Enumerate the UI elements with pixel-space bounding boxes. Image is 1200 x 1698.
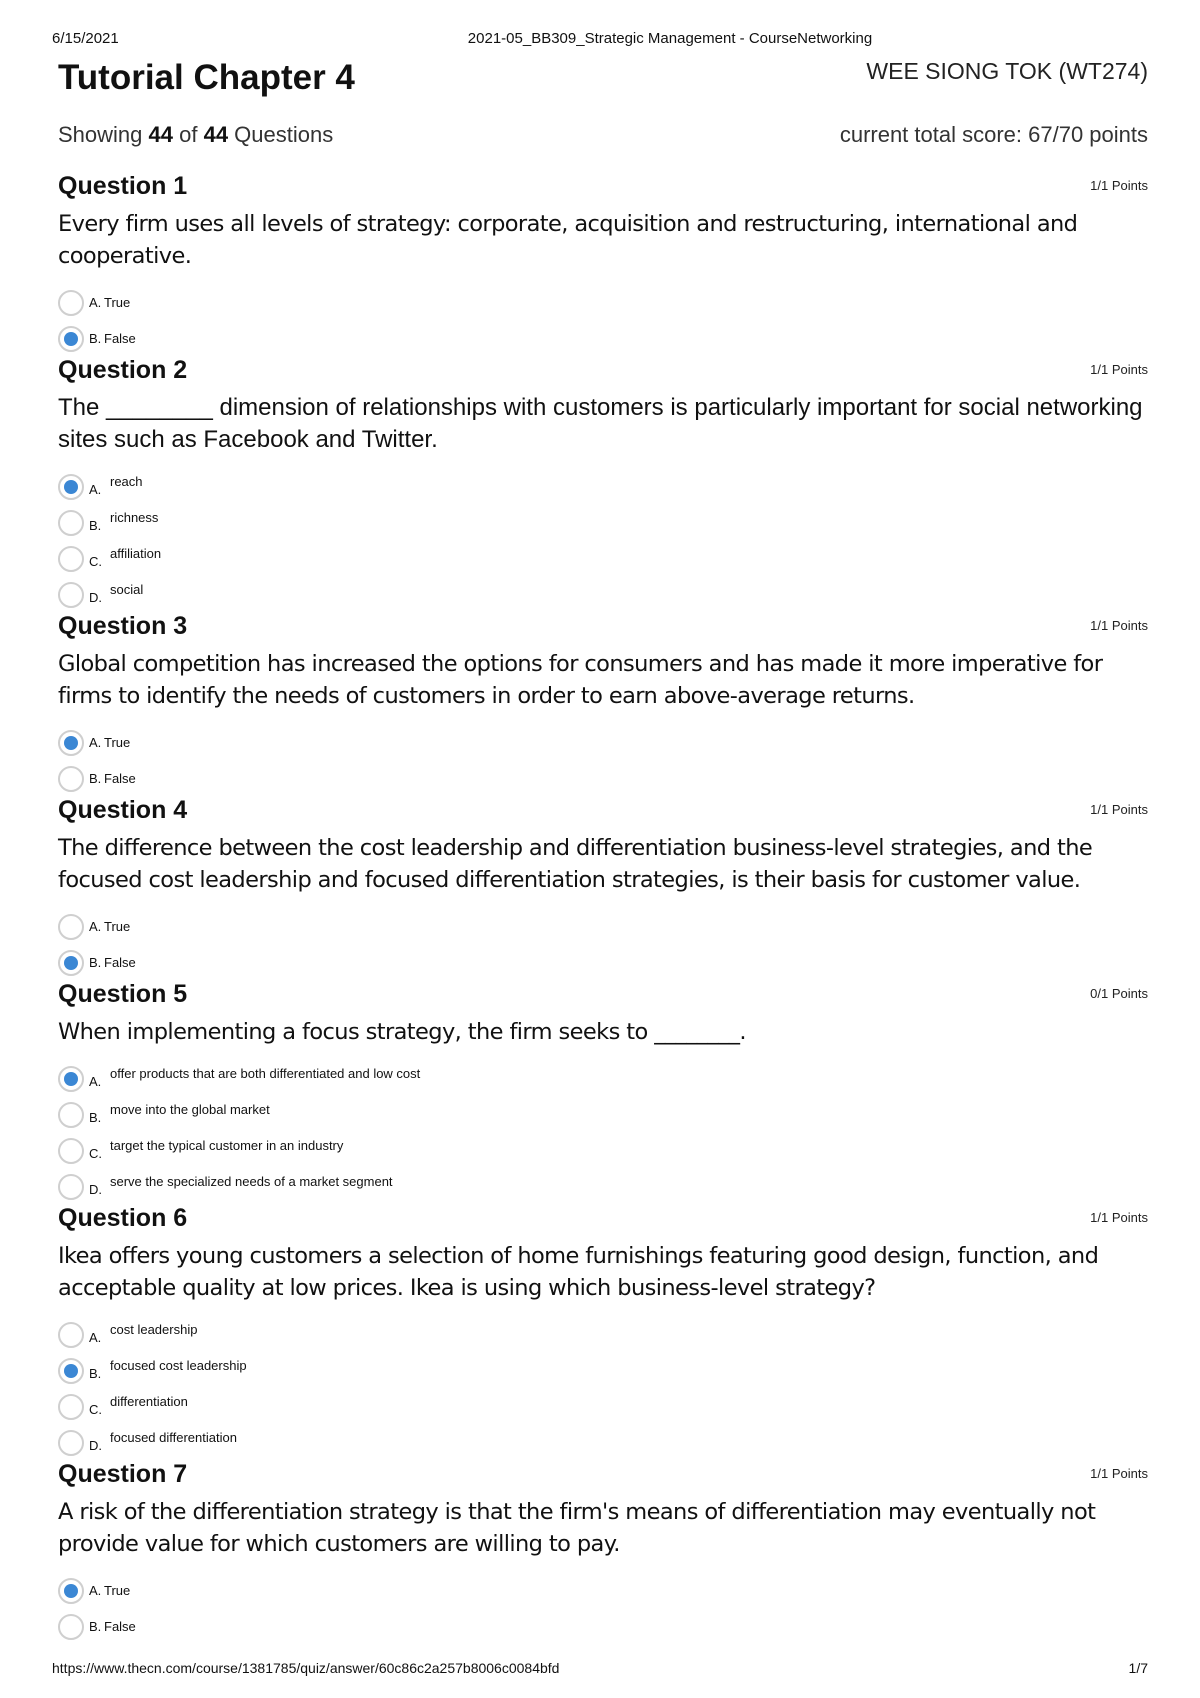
option-letter: D. xyxy=(89,1182,102,1197)
radio-button-selected[interactable] xyxy=(58,730,84,756)
option-text: False xyxy=(104,1619,136,1634)
option-text: serve the specialized needs of a market segment xyxy=(110,1174,393,1189)
radio-button[interactable] xyxy=(58,1614,84,1640)
radio-button[interactable] xyxy=(58,766,84,792)
question-7 xyxy=(58,1460,1148,1646)
print-date: 6/15/2021 xyxy=(52,30,119,47)
option-letter: B. xyxy=(89,518,102,533)
page-number: 1/7 xyxy=(1128,1660,1148,1676)
option-a[interactable] xyxy=(58,1318,1148,1354)
question-text: Ikea offers young customers a selection of home furnishings featuring good design, function, and acceptable quality at low prices. Ikea is using which business-level strategy? xyxy=(58,1243,1099,1301)
option-letter: B. xyxy=(89,955,102,970)
option-d[interactable] xyxy=(58,1426,1148,1462)
question-points: 1/1 Points xyxy=(1090,178,1148,193)
question-4 xyxy=(58,796,1148,982)
user-name: WEE SIONG TOK (WT274) xyxy=(866,58,1148,84)
question-5 xyxy=(58,980,1148,1206)
option-letter: C. xyxy=(89,1146,102,1161)
radio-button[interactable] xyxy=(58,510,84,536)
option-letter: A. xyxy=(89,1583,102,1598)
option-text: True xyxy=(104,1583,131,1598)
answer-options xyxy=(58,1574,1148,1646)
radio-button-selected[interactable] xyxy=(58,950,84,976)
question-title: Question 4 xyxy=(58,796,188,824)
option-a[interactable] xyxy=(58,1062,1148,1098)
question-title: Question 1 xyxy=(58,172,188,200)
shown-count: 44 xyxy=(148,122,173,147)
option-letter: D. xyxy=(89,1438,102,1453)
radio-button-selected[interactable] xyxy=(58,1066,84,1092)
question-text: A risk of the differentiation strategy is that the firm's means of differentiation may eventually not provide value for which customers are willing to pay. xyxy=(58,1499,1096,1557)
answer-options xyxy=(58,470,1148,614)
count-prefix: Showing xyxy=(58,122,149,147)
option-a[interactable] xyxy=(58,1574,1148,1610)
question-1 xyxy=(58,172,1148,358)
print-footer xyxy=(52,1660,1148,1676)
option-letter: B. xyxy=(89,1110,102,1125)
option-text: focused differentiation xyxy=(110,1430,237,1445)
count-of: of xyxy=(173,122,204,147)
answer-options xyxy=(58,726,1148,798)
radio-button[interactable] xyxy=(58,1102,84,1128)
option-letter: B. xyxy=(89,1619,102,1634)
option-b[interactable] xyxy=(58,322,1148,358)
option-letter: C. xyxy=(89,554,102,569)
question-title: Question 5 xyxy=(58,980,188,1008)
question-points: 0/1 Points xyxy=(1090,986,1148,1001)
question-title: Question 2 xyxy=(58,356,188,384)
radio-button[interactable] xyxy=(58,1174,84,1200)
question-3 xyxy=(58,612,1148,798)
total-count: 44 xyxy=(203,122,229,147)
total-score: current total score: 67/70 points xyxy=(839,122,1148,147)
radio-button-selected[interactable] xyxy=(58,1578,84,1604)
option-text: focused cost leadership xyxy=(110,1358,247,1373)
document-title: 2021-05_BB309_Strategic Management - CourseNetworking xyxy=(467,30,873,47)
option-text: reach xyxy=(110,474,143,489)
option-letter: B. xyxy=(89,1366,102,1381)
option-b[interactable] xyxy=(58,1610,1148,1646)
question-title: Question 7 xyxy=(58,1460,188,1488)
question-text: Global competition has increased the options for consumers and has made it more imperative for firms to identify the needs of customers in order to earn above-average returns. xyxy=(58,651,1103,709)
question-text: Every firm uses all levels of strategy: corporate, acquisition and restructuring, international and cooperative. xyxy=(58,211,1078,269)
radio-button[interactable] xyxy=(58,1138,84,1164)
option-text: target the typical customer in an industry xyxy=(110,1138,344,1153)
option-letter: A. xyxy=(89,919,102,934)
quiz-summary xyxy=(58,122,1148,152)
option-text: True xyxy=(104,919,131,934)
option-a[interactable] xyxy=(58,286,1148,322)
option-text: False xyxy=(104,771,136,786)
radio-button[interactable] xyxy=(58,914,84,940)
questions-count xyxy=(58,122,333,148)
answer-options xyxy=(58,1318,1148,1462)
page-url: https://www.thecn.com/course/1381785/quiz/answer/60c86c2a257b8006c0084bfd xyxy=(52,1660,560,1676)
option-b[interactable] xyxy=(58,946,1148,982)
option-text: False xyxy=(104,955,136,970)
option-letter: D. xyxy=(89,590,102,605)
option-text: social xyxy=(110,582,144,597)
option-letter: A. xyxy=(89,295,102,310)
radio-button-selected[interactable] xyxy=(58,326,84,352)
option-b[interactable] xyxy=(58,762,1148,798)
option-a[interactable] xyxy=(58,470,1148,506)
question-points: 1/1 Points xyxy=(1090,802,1148,817)
question-points: 1/1 Points xyxy=(1090,1466,1148,1481)
answer-options xyxy=(58,286,1148,358)
question-points: 1/1 Points xyxy=(1090,362,1148,377)
option-letter: A. xyxy=(89,1074,102,1089)
option-c[interactable] xyxy=(58,1390,1148,1426)
option-text: differentiation xyxy=(110,1394,188,1409)
question-points: 1/1 Points xyxy=(1090,1210,1148,1225)
title-row xyxy=(58,58,1148,108)
option-text: False xyxy=(104,331,136,346)
option-d[interactable] xyxy=(58,1170,1148,1206)
option-letter: B. xyxy=(89,331,102,346)
radio-button[interactable] xyxy=(58,290,84,316)
answer-options xyxy=(58,1062,1148,1206)
option-letter: A. xyxy=(89,735,102,750)
question-text: The ________ dimension of relationships with customers is particularly important for social networking sites such as Facebook and Twitter. xyxy=(58,394,1143,453)
option-a[interactable] xyxy=(58,726,1148,762)
option-c[interactable] xyxy=(58,1134,1148,1170)
radio-button-selected[interactable] xyxy=(58,1358,84,1384)
question-title: Question 3 xyxy=(58,612,188,640)
option-text: True xyxy=(104,735,131,750)
option-text: move into the global market xyxy=(110,1102,270,1117)
radio-button[interactable] xyxy=(58,1394,84,1420)
radio-button-selected[interactable] xyxy=(58,474,84,500)
option-a[interactable] xyxy=(58,910,1148,946)
page-title: Tutorial Chapter 4 xyxy=(58,58,355,97)
option-b[interactable] xyxy=(58,1098,1148,1134)
radio-button[interactable] xyxy=(58,582,84,608)
question-points: 1/1 Points xyxy=(1090,618,1148,633)
option-text: richness xyxy=(110,510,159,525)
option-text: True xyxy=(104,295,131,310)
question-6 xyxy=(58,1204,1148,1462)
option-letter: B. xyxy=(89,771,102,786)
question-title: Question 6 xyxy=(58,1204,188,1232)
print-header xyxy=(0,30,1200,54)
option-b[interactable] xyxy=(58,506,1148,542)
option-text: cost leadership xyxy=(110,1322,198,1337)
question-text: The difference between the cost leadership and differentiation business-level strategies, and the focused cost leadership and focused differentiation strategies, is their basis for customer value. xyxy=(58,835,1093,893)
count-suffix: Questions xyxy=(228,122,334,147)
answer-options xyxy=(58,910,1148,982)
option-text: offer products that are both differentiated and low cost xyxy=(110,1066,421,1081)
option-b[interactable] xyxy=(58,1354,1148,1390)
question-2 xyxy=(58,356,1148,614)
option-d[interactable] xyxy=(58,578,1148,614)
option-c[interactable] xyxy=(58,542,1148,578)
radio-button[interactable] xyxy=(58,546,84,572)
option-letter: C. xyxy=(89,1402,102,1417)
question-text: When implementing a focus strategy, the firm seeks to ________. xyxy=(58,1019,746,1045)
option-letter: A. xyxy=(89,1330,102,1345)
radio-button[interactable] xyxy=(58,1322,84,1348)
option-text: affiliation xyxy=(110,546,162,561)
radio-button[interactable] xyxy=(58,1430,84,1456)
option-letter: A. xyxy=(89,482,102,497)
